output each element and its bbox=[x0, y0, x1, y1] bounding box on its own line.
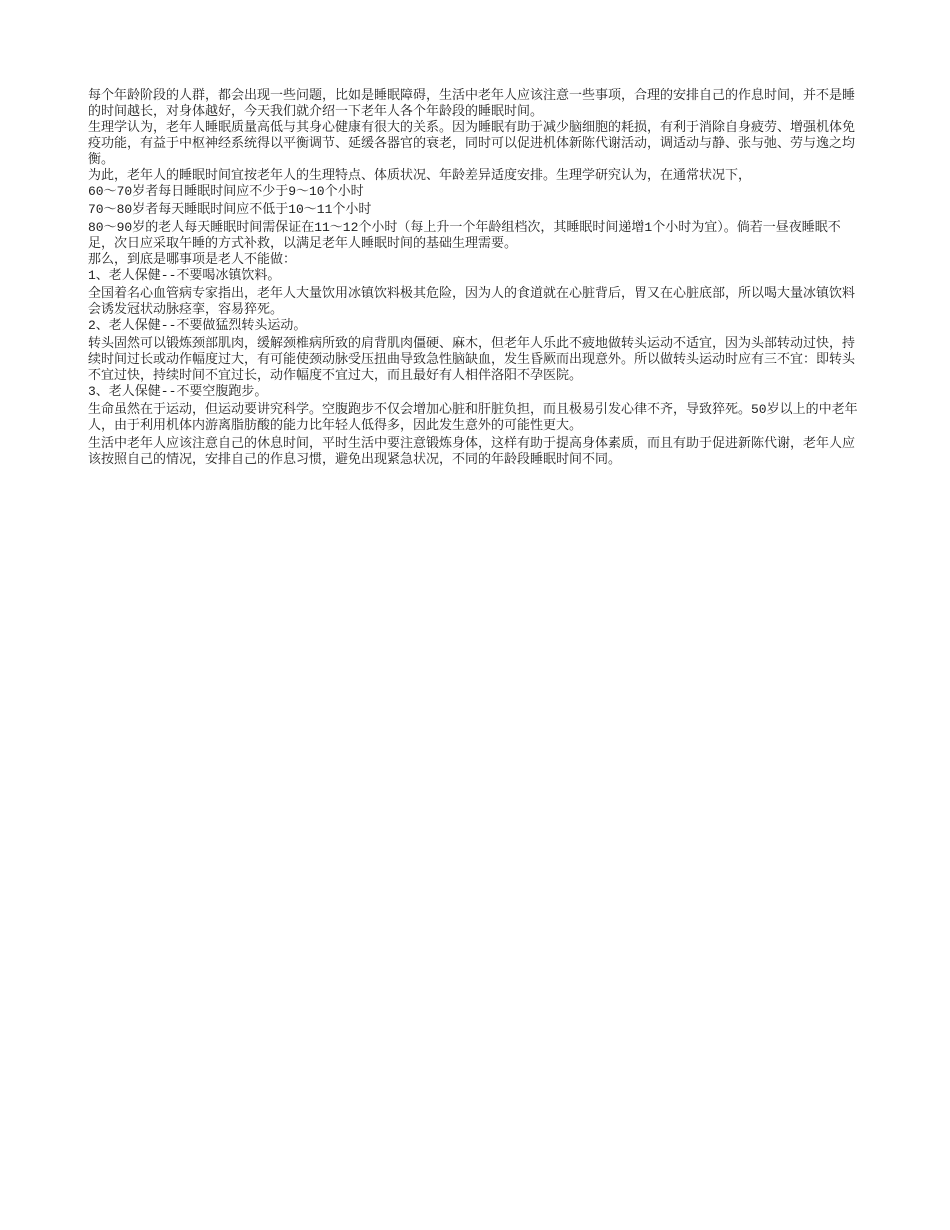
section-body-2: 转头固然可以锻炼颈部肌肉，缓解颈椎病所致的肩背肌肉僵硬、麻木，但老年人乐此不疲地做转头运动不适宜，因为头部转动过快，持续时间过长或动作幅度过大，有可能使颈动脉受压扭曲导致急性脑缺血，发生昏厥而出现意外。所以做转头运动时应有三不宜：即转头不宜过快，持续时间不宜过长，动作幅度不宜过大，而且最好有人相伴洛阳不孕医院。 bbox=[88, 336, 856, 383]
conclusion-paragraph: 生活中老年人应该注意自己的休息时间，平时生活中要注意锻炼身体，这样有助于提高身体素质，而且有助于促进新陈代谢，老年人应该按照自己的情况，安排自己的作息习惯，避免出现紧急状况，不同的年龄段睡眠时间不同。 bbox=[88, 436, 856, 467]
sleep-rule-70-80: 70～80岁者每天睡眠时间应不低于10～11个小时 bbox=[88, 202, 372, 217]
question-paragraph: 那么，到底是哪事项是老人不能做： bbox=[88, 252, 297, 267]
sleep-rule-80-90: 80～90岁的老人每天睡眠时间需保证在11～12个小时（每上升一个年龄组档次，其睡眠时间递增1个小时为宜）。倘若一昼夜睡眠不足，次日应采取午睡的方式补救，以满足老年人睡眠时间的基础生理需要。 bbox=[88, 220, 841, 251]
section-heading-2: 2、老人保健--不要做猛烈转头运动。 bbox=[88, 318, 307, 333]
intro-paragraph: 每个年龄阶段的人群，都会出现一些问题，比如是睡眠障碍，生活中老年人应该注意一些事项，合理的安排自己的作息时间，并不是睡的时间越长，对身体越好，今天我们就介绍一下老年人各个年龄段的睡眠时间。 bbox=[88, 88, 856, 119]
arrangement-paragraph: 为此，老年人的睡眠时间宜按老年人的生理特点、体质状况、年龄差异适度安排。生理学研究认为，在通常状况下， bbox=[88, 168, 752, 183]
physiology-paragraph: 生理学认为，老年人睡眠质量高低与其身心健康有很大的关系。因为睡眠有助于减少脑细胞的耗损，有利于消除自身疲劳、增强机体免疫功能，有益于中枢神经系统得以平衡调节、延缓各器官的衰老，同时可以促进机体新陈代谢活动，调适动与静、张与弛、劳与逸之均衡。 bbox=[88, 120, 856, 167]
section-heading-3: 3、老人保健--不要空腹跑步。 bbox=[88, 384, 268, 399]
section-heading-1: 1、老人保健--不要喝冰镇饮料。 bbox=[88, 268, 281, 283]
section-body-1: 全国着名心血管病专家指出，老年人大量饮用冰镇饮料极其危险，因为人的食道就在心脏背后，胃又在心脏底部，所以喝大量冰镇饮料会诱发冠状动脉痉挛，容易猝死。 bbox=[88, 286, 856, 317]
document-body bbox=[88, 88, 858, 468]
sleep-rule-60-70: 60～70岁者每日睡眠时间应不少于9～10个小时 bbox=[88, 184, 364, 199]
section-body-3: 生命虽然在于运动，但运动要讲究科学。空腹跑步不仅会增加心脏和肝脏负担，而且极易引发心律不齐，导致猝死。50岁以上的中老年人，由于利用机体内游离脂肪酸的能力比年轻人低得多，因此发生意外的可能性更大。 bbox=[88, 402, 858, 433]
